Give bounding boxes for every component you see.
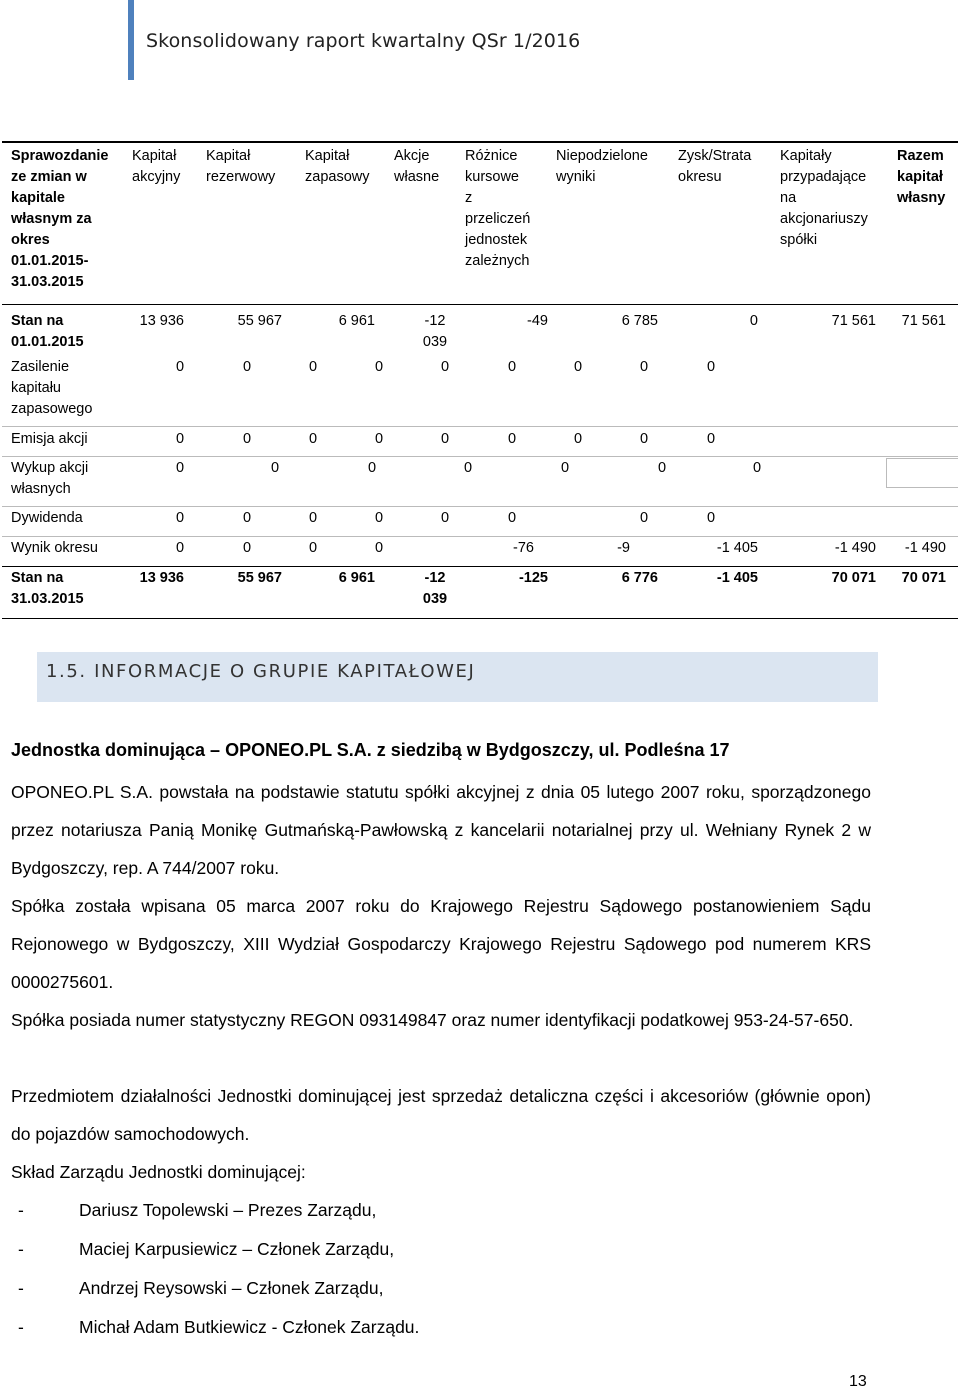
- table-cell: 6 776: [621, 570, 658, 586]
- header-accent-bar: [128, 0, 134, 80]
- row-label: Emisja akcji: [11, 431, 88, 447]
- table-cell: -12 039: [422, 570, 448, 607]
- table-cell: 0: [706, 510, 716, 526]
- paragraph: OPONEO.PL S.A. powstała na podstawie statutu spółki akcyjnej z dnia 05 lutego 2007 roku, sporządzonego przez notariusza Panią Monikę Gutmańską-Pawłowską z kancelarii notarialnej przy ul. Wełniany Rynek 2 w Bydgoszczy, rep. A 744/2007 roku.: [11, 782, 871, 878]
- column-header: Kapitał zapasowy: [305, 148, 370, 185]
- table-cell: 0: [560, 460, 570, 476]
- table-row-rule: [2, 456, 958, 457]
- table-cell: -125: [518, 570, 548, 586]
- table-corner-label: Sprawozdanie ze zmian w kapitale własnym za okres 01.01.2015- 31.03.2015: [11, 148, 109, 290]
- column-header: Kapitał akcyjny: [132, 148, 181, 185]
- table-cell: 0: [639, 510, 649, 526]
- table-cell: 0: [507, 510, 517, 526]
- table-cell: 0: [374, 359, 384, 375]
- table-cell: -1 405: [716, 570, 758, 586]
- table-cell: 0: [308, 540, 318, 556]
- table-cell: 0: [175, 510, 185, 526]
- table-cell: 70 071: [901, 570, 946, 586]
- table-cell: 0: [573, 359, 583, 375]
- column-header: Akcje własne: [394, 148, 440, 185]
- list-bullet: -: [18, 1239, 24, 1259]
- table-cell: 0: [242, 431, 252, 447]
- table-row-rule: [2, 566, 958, 567]
- row-label: Zasilenie kapitału zapasowego: [11, 359, 93, 417]
- list-bullet: -: [18, 1200, 24, 1220]
- row-label: Stan na 31.03.2015: [11, 570, 84, 607]
- table-cell: 0: [639, 431, 649, 447]
- table-cell: -12 039: [422, 313, 448, 350]
- table-cell: 0: [706, 431, 716, 447]
- column-header: Razem kapitał własny: [897, 148, 946, 206]
- table-cell: -1 490: [834, 540, 876, 556]
- row-label: Wykup akcji własnych: [11, 460, 89, 497]
- table-header-rule: [2, 304, 958, 305]
- table-cell: 0: [463, 460, 473, 476]
- table-cell: 0: [440, 359, 450, 375]
- table-cell: 0: [507, 431, 517, 447]
- row-label: Stan na 01.01.2015: [11, 313, 84, 350]
- row-label: Wynik okresu: [11, 540, 98, 556]
- paragraph: Spółka została wpisana 05 marca 2007 roku do Krajowego Rejestru Sądowego postanowieniem Sądu Rejonowego w Bydgoszczy, XIII Wydział Gospodarczy Krajowego Rejestru Sądowego pod numerem KRS 0000275601.: [11, 896, 871, 992]
- table-cell: 71 561: [831, 313, 876, 329]
- table-cell: 0: [752, 460, 762, 476]
- table-cell: 0: [308, 431, 318, 447]
- table-cell: 0: [374, 540, 384, 556]
- table-cell: 0: [242, 540, 252, 556]
- table-cell: 55 967: [237, 313, 282, 329]
- row-label: Dywidenda: [11, 510, 83, 526]
- table-cell: 0: [507, 359, 517, 375]
- table-cell: 0: [242, 359, 252, 375]
- table-cell: 0: [270, 460, 280, 476]
- table-cell: 0: [749, 313, 758, 329]
- table-cell: 0: [440, 431, 450, 447]
- report-title: Skonsolidowany raport kwartalny QSr 1/2016: [146, 30, 581, 52]
- table-cell: -49: [527, 313, 548, 329]
- paragraph: Skład Zarządu Jednostki dominującej:: [11, 1162, 306, 1182]
- table-cell: 13 936: [139, 570, 184, 586]
- list-item: Andrzej Reysowski – Członek Zarządu,: [79, 1278, 384, 1298]
- table-row-rule: [2, 506, 958, 507]
- table-cell: 6 961: [338, 313, 375, 329]
- table-cell: 55 967: [237, 570, 282, 586]
- table-cell: 0: [374, 510, 384, 526]
- table-cell: 0: [175, 460, 185, 476]
- table-cell: -1 405: [716, 540, 758, 556]
- table-cell: 13 936: [139, 313, 184, 329]
- column-header: Różnice kursowe z przeliczeń jednostek zależnych: [465, 148, 531, 269]
- table-cell: 0: [367, 460, 377, 476]
- column-header: Kapitały przypadające na akcjonariuszy spółki: [780, 148, 868, 248]
- table-cell: 0: [657, 460, 667, 476]
- table-cell: 70 071: [831, 570, 876, 586]
- table-cell: -76: [513, 540, 534, 556]
- paragraph: Przedmiotem działalności Jednostki dominującej jest sprzedaż detaliczna części i akcesoriów (głównie opon) do pojazdów samochodowych.: [11, 1086, 871, 1144]
- table-cell: 71 561: [901, 313, 946, 329]
- table-cell: 6 961: [338, 570, 375, 586]
- section-title: 1.5. INFORMACJE O GRUPIE KAPITAŁOWEJ: [46, 661, 476, 682]
- table-cell: 0: [242, 510, 252, 526]
- list-item: Dariusz Topolewski – Prezes Zarządu,: [79, 1200, 377, 1220]
- table-cell: -9: [617, 540, 630, 556]
- table-cell: -1 490: [904, 540, 946, 556]
- list-bullet: -: [18, 1278, 24, 1298]
- table-top-rule: [2, 141, 958, 143]
- table-cell: 0: [175, 540, 185, 556]
- column-header: Zysk/Strata okresu: [678, 148, 752, 185]
- table-cell: 0: [175, 431, 185, 447]
- list-item: Michał Adam Butkiewicz - Członek Zarządu.: [79, 1317, 420, 1337]
- table-cell: 0: [573, 431, 583, 447]
- paragraph: Spółka posiada numer statystyczny REGON 093149847 oraz numer identyfikacji podatkowej 953-24-57-650.: [11, 1010, 854, 1030]
- table-bottom-rule: [2, 618, 958, 619]
- table-cell: 6 785: [621, 313, 658, 329]
- table-cell: 0: [706, 359, 716, 375]
- table-cell: 0: [175, 359, 185, 375]
- list-item: Maciej Karpusiewicz – Członek Zarządu,: [79, 1239, 395, 1259]
- table-cell: 0: [639, 359, 649, 375]
- table-row-rule: [2, 536, 958, 537]
- column-header: Niepodzielone wyniki: [556, 148, 648, 185]
- table-cell: 0: [440, 510, 450, 526]
- column-header: Kapitał rezerwowy: [206, 148, 276, 185]
- table-cell: 0: [308, 510, 318, 526]
- table-row-rule: [2, 426, 958, 427]
- list-bullet: -: [18, 1317, 24, 1337]
- page-number: 13: [849, 1373, 867, 1390]
- table-cell: 0: [308, 359, 318, 375]
- entity-heading: Jednostka dominująca – OPONEO.PL S.A. z siedzibą w Bydgoszczy, ul. Podleśna 17: [11, 740, 730, 760]
- empty-cell: [886, 458, 958, 488]
- table-cell: 0: [374, 431, 384, 447]
